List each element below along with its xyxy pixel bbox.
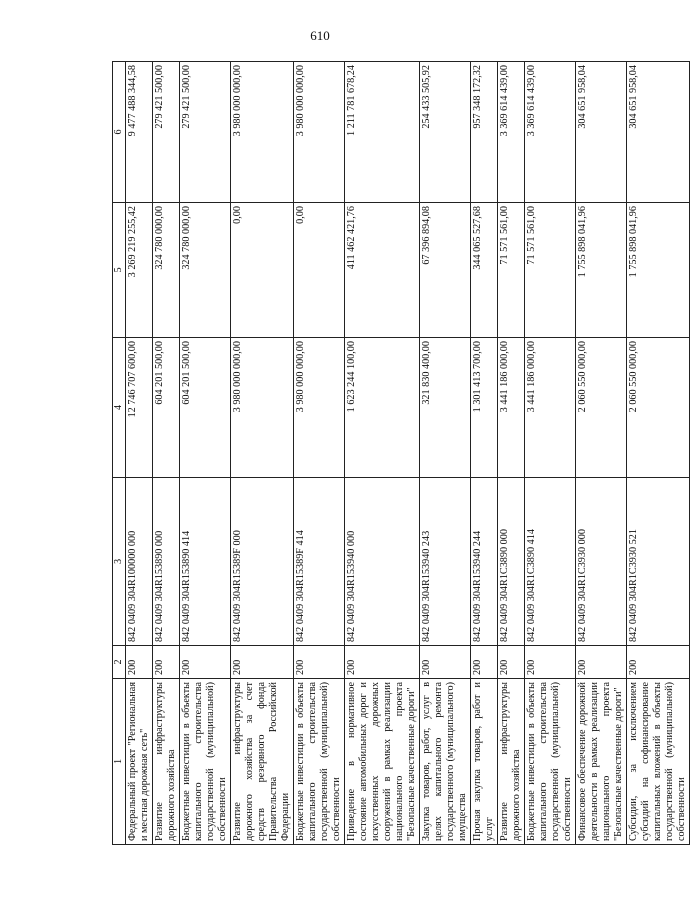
row-col4-amount: 1 623 244 100,00 [345,338,420,478]
row-col4-amount: 1 301 413 700,00 [471,338,498,478]
row-col2: 200 [180,646,231,679]
table-body [126,62,690,845]
table-row [153,62,180,845]
row-col6-amount: 3 369 614 439,00 [498,62,525,203]
row-col6-amount: 3 369 614 439,00 [525,62,576,203]
row-col2: 200 [345,646,420,679]
row-col6-amount: 279 421 500,00 [153,62,180,203]
row-code: 842 0409 304R153890 414 [180,478,231,646]
row-name: Прочая закупка товаров, работ и услуг [471,679,498,845]
row-col6-amount: 1 211 781 678,24 [345,62,420,203]
row-col2: 200 [627,646,690,679]
header-row [113,62,126,845]
header-col-4: 4 [113,338,126,478]
row-name: Бюджетные инвестиции в объекты капитального строительства государственной (муниципальной) собственности [294,679,345,845]
row-code: 842 0409 304R1C3890 000 [498,478,525,646]
header-col-3: 3 [113,478,126,646]
row-col4-amount: 604 201 500,00 [180,338,231,478]
row-col6-amount: 279 421 500,00 [180,62,231,203]
table-row [420,62,471,845]
row-name: Приведение в нормативное состояние автомобильных дорог и искусственных дорожных сооружений в рамках реализации национального проекта "Безопасные качественные дороги" [345,679,420,845]
row-col5-amount: 0,00 [231,203,294,338]
table-row [345,62,420,845]
row-name: Федеральный проект "Региональная и местная дорожная сеть" [126,679,153,845]
row-code: 842 0409 304R153940 243 [420,478,471,646]
row-col6-amount: 957 348 172,32 [471,62,498,203]
row-col2: 200 [153,646,180,679]
row-col5-amount: 1 755 898 041,96 [627,203,690,338]
row-code: 842 0409 304R153940 244 [471,478,498,646]
row-col5-amount: 0,00 [294,203,345,338]
row-name: Развитие инфраструктуры дорожного хозяйства [153,679,180,845]
table-row [180,62,231,845]
row-code: 842 0409 304R153940 000 [345,478,420,646]
table-row [471,62,498,845]
row-col5-amount: 324 780 000,00 [180,203,231,338]
header-col-2: 2 [113,646,126,679]
row-code: 842 0409 304R1C3930 000 [576,478,627,646]
row-col2: 200 [525,646,576,679]
row-code: 842 0409 304R1C3890 414 [525,478,576,646]
row-name: Развитие инфраструктуры дорожного хозяйства за счет средств резервного фонда Правительства Российской Федерации [231,679,294,845]
table-row [627,62,690,845]
row-col2: 200 [471,646,498,679]
row-col6-amount: 304 651 958,04 [576,62,627,203]
page-number: 610 [310,28,330,43]
row-col4-amount: 3 441 186 000,00 [525,338,576,478]
row-col4-amount: 3 441 186 000,00 [498,338,525,478]
row-name: Субсидии, за исключением субсидий на софинансирование капитальных вложений в объекты государственной (муниципальной) собственности [627,679,690,845]
row-code: 842 0409 304R100000 000 [126,478,153,646]
row-col6-amount: 3 980 000 000,00 [294,62,345,203]
row-code: 842 0409 304R15389F 000 [231,478,294,646]
row-col4-amount: 2 060 550 000,00 [627,338,690,478]
header-col-6: 6 [113,62,126,203]
header-col-5: 5 [113,203,126,338]
row-col6-amount: 254 433 505,92 [420,62,471,203]
budget-table [112,61,690,845]
row-name: Бюджетные инвестиции в объекты капитального строительства государственной (муниципальной) собственности [525,679,576,845]
row-col4-amount: 12 746 707 600,00 [126,338,153,478]
table-row [231,62,294,845]
row-col5-amount: 67 396 894,08 [420,203,471,338]
row-col2: 200 [294,646,345,679]
table-row [498,62,525,845]
row-name: Бюджетные инвестиции в объекты капитального строительства государственной (муниципальной) собственности [180,679,231,845]
row-col2: 200 [231,646,294,679]
row-col2: 200 [126,646,153,679]
row-name: Развитие инфраструктуры дорожного хозяйства [498,679,525,845]
row-col5-amount: 324 780 000,00 [153,203,180,338]
row-code: 842 0409 304R15389F 414 [294,478,345,646]
row-col4-amount: 3 980 000 000,00 [294,338,345,478]
row-col5-amount: 1 755 898 041,96 [576,203,627,338]
row-col5-amount: 344 065 527,68 [471,203,498,338]
row-col4-amount: 321 830 400,00 [420,338,471,478]
row-col2: 200 [498,646,525,679]
row-col2: 200 [420,646,471,679]
row-col4-amount: 604 201 500,00 [153,338,180,478]
row-col4-amount: 3 980 000 000,00 [231,338,294,478]
row-col5-amount: 3 269 219 255,42 [126,203,153,338]
table-row [525,62,576,845]
table-row [576,62,627,845]
row-col4-amount: 2 060 550 000,00 [576,338,627,478]
row-code: 842 0409 304R153890 000 [153,478,180,646]
row-code: 842 0409 304R1C3930 521 [627,478,690,646]
table-row [126,62,153,845]
rotated-table-container [112,62,687,845]
header-col-1: 1 [113,679,126,845]
row-col2: 200 [576,646,627,679]
row-col6-amount: 304 651 958,04 [627,62,690,203]
row-name: Финансовое обеспечение дорожной деятельности в рамках реализации национального проекта "Безопасные качественные дороги" [576,679,627,845]
row-name: Закупка товаров, работ, услуг в целях капитального ремонта государственного (муниципального) имущества [420,679,471,845]
row-col5-amount: 411 462 421,76 [345,203,420,338]
table-row [294,62,345,845]
row-col6-amount: 3 980 000 000,00 [231,62,294,203]
row-col5-amount: 71 571 561,00 [525,203,576,338]
row-col5-amount: 71 571 561,00 [498,203,525,338]
row-col6-amount: 9 477 488 344,58 [126,62,153,203]
